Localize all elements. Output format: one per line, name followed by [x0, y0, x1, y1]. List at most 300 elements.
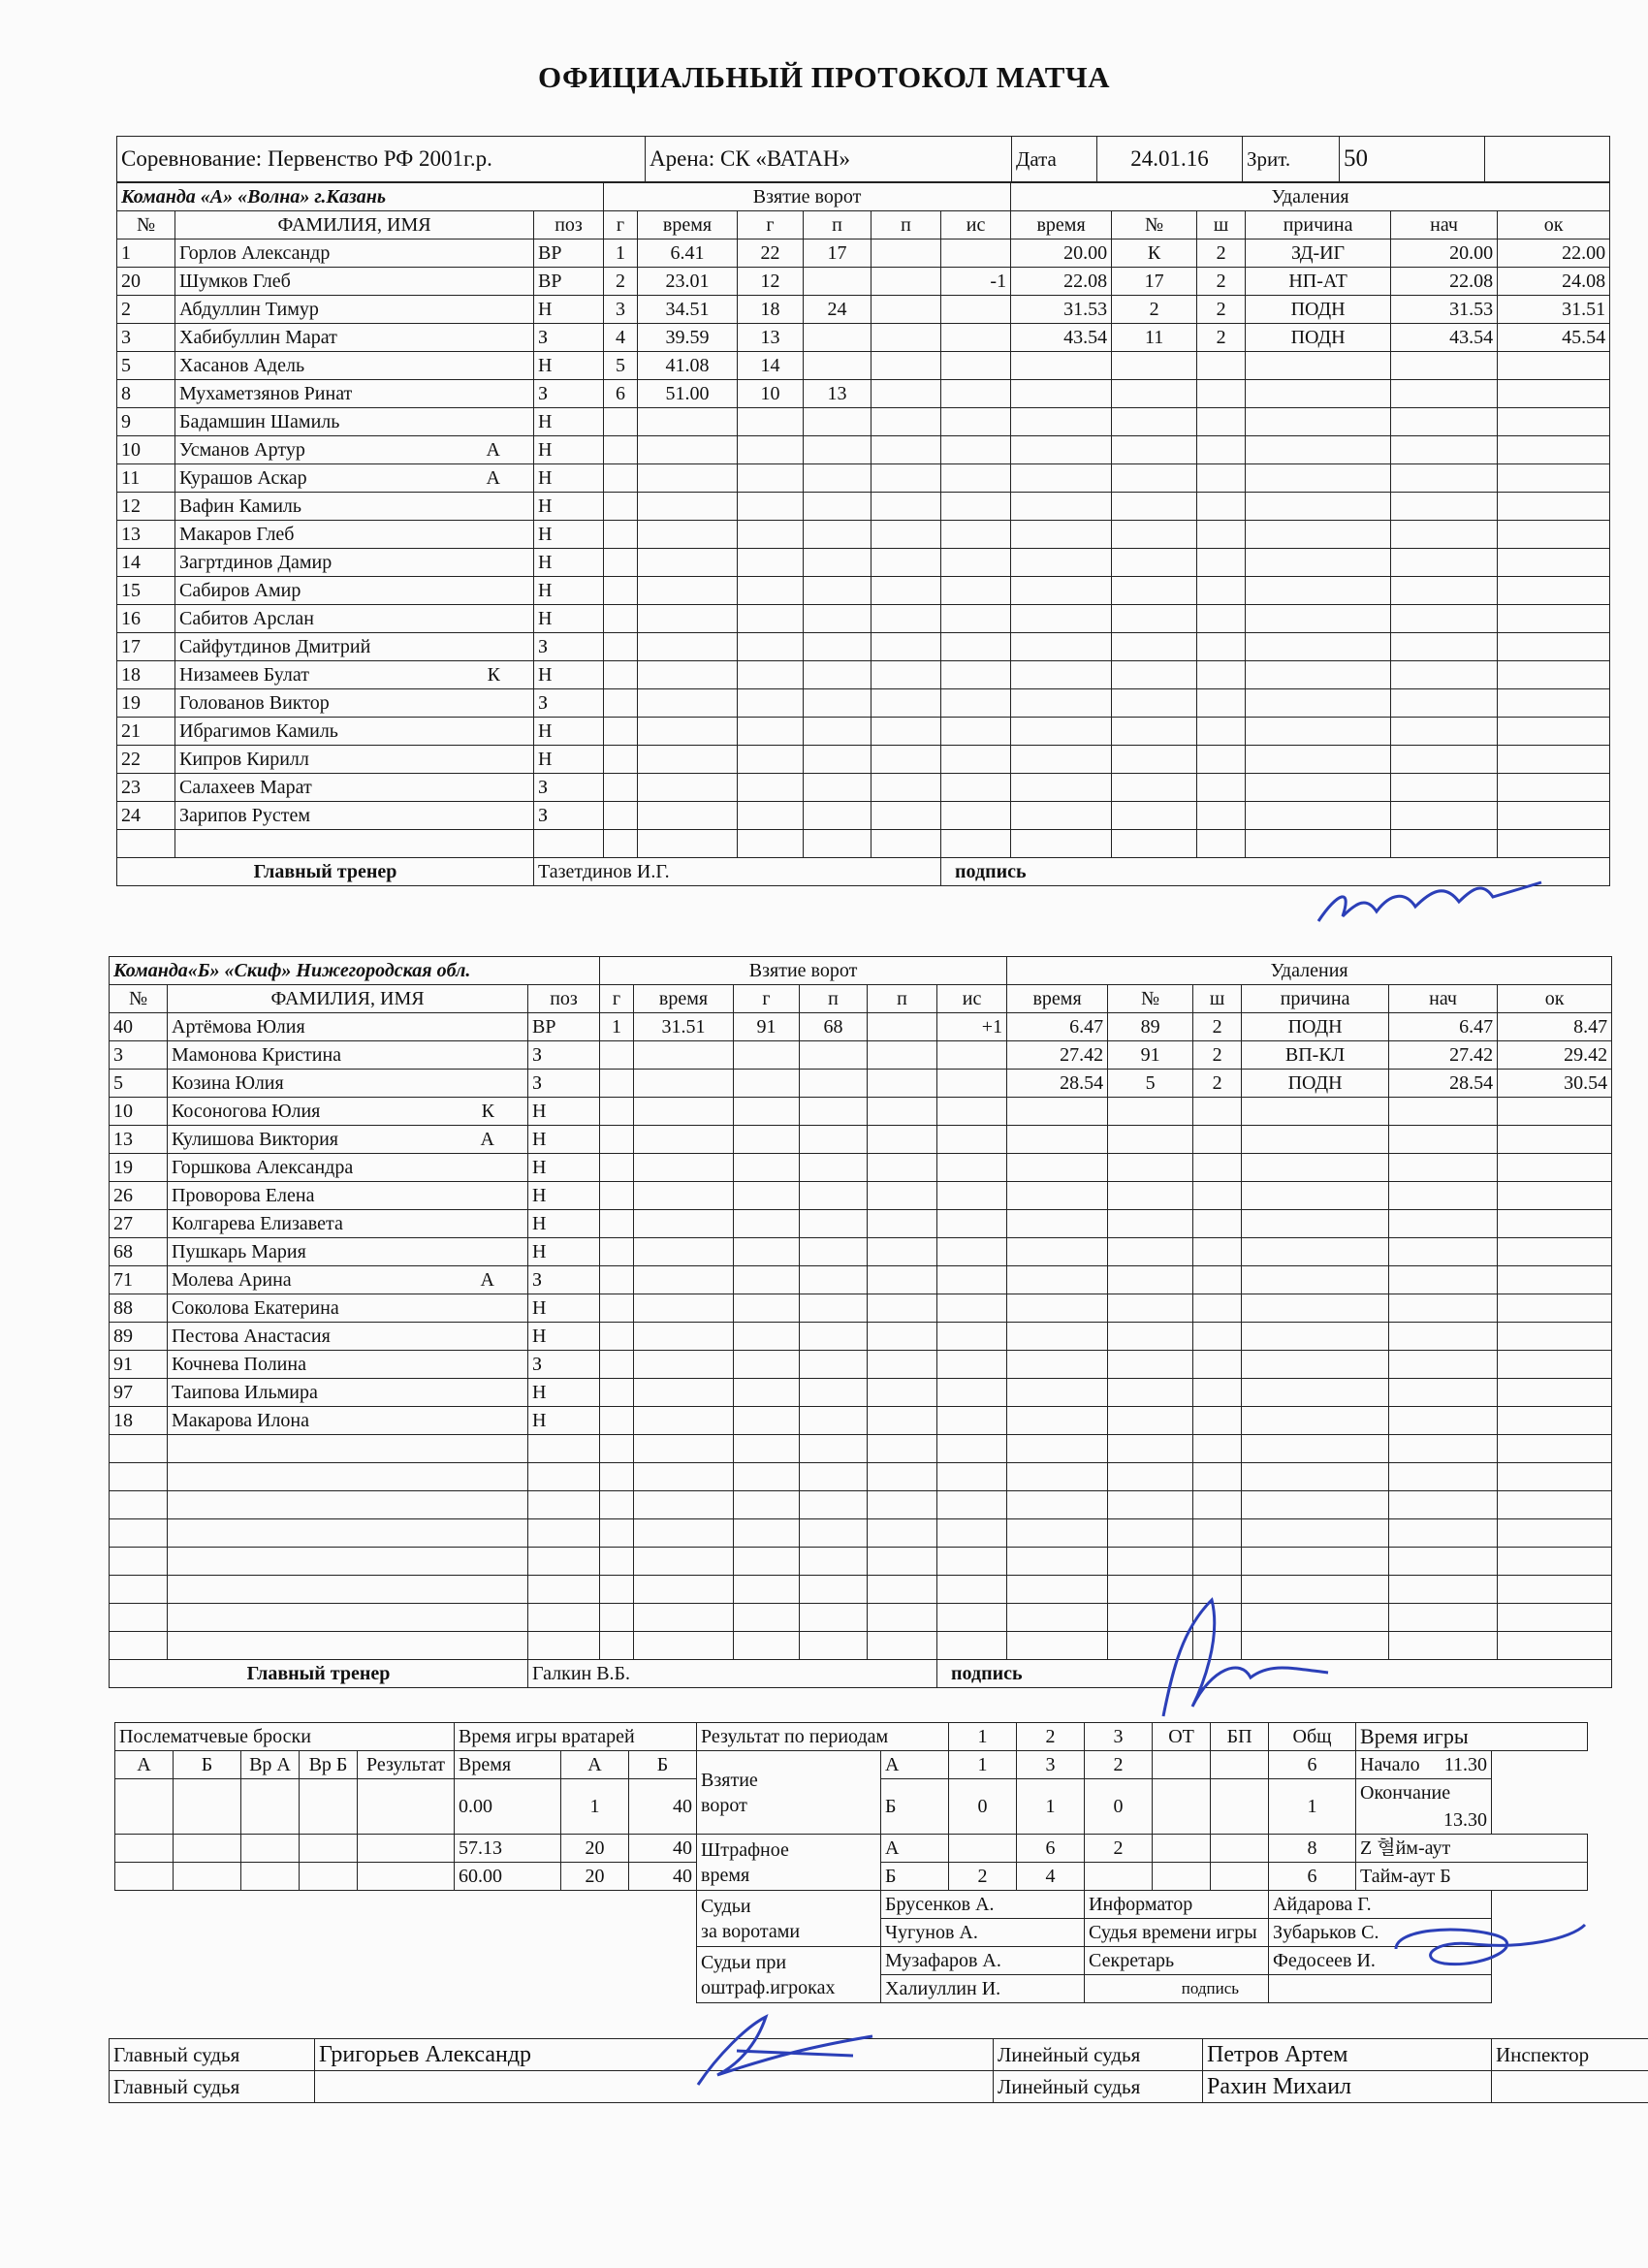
- team-a-pen-start: [1391, 577, 1498, 605]
- team-b-pen-end: 8.47: [1498, 1013, 1612, 1041]
- team-a-goal-scorer: 13: [738, 324, 804, 352]
- captain-mark: А: [480, 1129, 494, 1150]
- team-b-goal-scorer: [734, 1266, 800, 1294]
- shootout-title: Послематчевые броски: [115, 1723, 455, 1751]
- team-b-player-name: [168, 1013, 528, 1041]
- table-row: [110, 1182, 1612, 1210]
- goalie-row-3-time: 60.00: [455, 1863, 561, 1891]
- team-b-goal-scorer: [734, 1463, 800, 1491]
- table-row: [117, 661, 1610, 689]
- team-a-pen-number: 2: [1112, 296, 1197, 324]
- timekeeper-label: Судья времени игры: [1085, 1919, 1269, 1947]
- team-a-player-number: 14: [117, 549, 175, 577]
- spectators-label: Зрит.: [1243, 137, 1340, 182]
- table-row: [117, 493, 1610, 521]
- goalie-col-time: Время: [455, 1751, 561, 1779]
- team-a-pen-minutes: 2: [1197, 240, 1246, 268]
- team-b-player-number: 26: [110, 1182, 168, 1210]
- team-a-goal-no: [604, 577, 638, 605]
- team-a-player-number: 10: [117, 436, 175, 464]
- player-name-text: Сабитов Арслан: [179, 608, 314, 629]
- team-b-player-name: [168, 1604, 528, 1632]
- team-a-goal-assist-2: [872, 549, 941, 577]
- team-b-goal-scorer: [734, 1323, 800, 1351]
- team-b-goal-no: [600, 1294, 634, 1323]
- team-b-goal-situation: [937, 1294, 1007, 1323]
- team-b-pen-start: [1389, 1491, 1498, 1519]
- team-a-player-name: [175, 746, 534, 774]
- team-b-goal-time: [634, 1098, 734, 1126]
- team-b-goal-time: 31.51: [634, 1013, 734, 1041]
- team-a-player-number: 13: [117, 521, 175, 549]
- team-b-player-name: [168, 1294, 528, 1323]
- goals-b-ot: [1153, 1779, 1211, 1835]
- team-b-goal-no: 1: [600, 1013, 634, 1041]
- team-a-player-pos: З: [534, 324, 604, 352]
- team-b-pen-reason: [1242, 1463, 1389, 1491]
- team-b-goal-no: [600, 1126, 634, 1154]
- team-b-pen-minutes: [1193, 1182, 1242, 1210]
- period-bp-header: БП: [1211, 1723, 1269, 1751]
- team-b-goal-assist-1: [800, 1182, 868, 1210]
- team-b-goal-scorer: [734, 1182, 800, 1210]
- team-b-player-pos: З: [528, 1070, 600, 1098]
- team-a-goal-assist-1: [804, 661, 872, 689]
- team-b-pen-start: [1389, 1435, 1498, 1463]
- team-a-goal-no: [604, 774, 638, 802]
- team-b-goal-assist-2: [868, 1266, 937, 1294]
- team-b-player-number: 40: [110, 1013, 168, 1041]
- team-b-pen-end: [1498, 1266, 1612, 1294]
- team-b-player-number: 91: [110, 1351, 168, 1379]
- team-a-pen-number: [1112, 521, 1197, 549]
- table-row: [117, 774, 1610, 802]
- team-a-pen-time: [1011, 577, 1112, 605]
- team-b-player-pos: Н: [528, 1098, 600, 1126]
- pim-a-p3: 2: [1085, 1835, 1153, 1863]
- team-a-player-pos: Н: [534, 464, 604, 493]
- team-a-goal-scorer: [738, 577, 804, 605]
- team-a-goal-assist-2: [872, 352, 941, 380]
- team-b-player-name: [168, 1154, 528, 1182]
- col-pen-min: ш: [1197, 211, 1246, 240]
- team-a-pen-reason: [1246, 549, 1391, 577]
- team-b-pen-minutes: [1193, 1294, 1242, 1323]
- team-b-pen-number: [1108, 1294, 1193, 1323]
- team-a-player-name: [175, 324, 534, 352]
- team-a-penalties-header: Удаления: [1011, 183, 1610, 211]
- team-a-player-pos: Н: [534, 549, 604, 577]
- team-b-goal-no: [600, 1576, 634, 1604]
- team-a-pen-start: 20.00: [1391, 240, 1498, 268]
- team-a-pen-minutes: 2: [1197, 296, 1246, 324]
- team-a-goals-header: Взятие ворот: [604, 183, 1011, 211]
- team-a-pen-end: [1498, 633, 1610, 661]
- team-b-pen-end: [1498, 1604, 1612, 1632]
- team-b-player-number: 88: [110, 1294, 168, 1323]
- team-b-goal-scorer: [734, 1210, 800, 1238]
- table-row: [117, 746, 1610, 774]
- team-b-pen-reason: [1242, 1519, 1389, 1548]
- goals-b-p1: 0: [949, 1779, 1017, 1835]
- team-b-goal-assist-1: [800, 1379, 868, 1407]
- team-a-pen-number: 11: [1112, 324, 1197, 352]
- team-a-goal-assist-1: [804, 718, 872, 746]
- competition: Соревнование: Первенство РФ 2001г.р.: [117, 137, 646, 182]
- team-b-goal-assist-2: [868, 1210, 937, 1238]
- team-b-pen-end: [1498, 1154, 1612, 1182]
- team-a-pen-number: [1112, 436, 1197, 464]
- team-a-table: [116, 182, 1610, 886]
- team-a-goal-assist-1: [804, 830, 872, 858]
- team-b-goal-situation: [937, 1548, 1007, 1576]
- team-a-goal-assist-2: [872, 408, 941, 436]
- team-a-goal-assist-2: [872, 296, 941, 324]
- col-no: №: [117, 211, 175, 240]
- team-b-goal-situation: [937, 1491, 1007, 1519]
- team-a-player-name: [175, 633, 534, 661]
- team-a-pen-number: [1112, 774, 1197, 802]
- team-a-player-number: 20: [117, 268, 175, 296]
- team-b-goal-scorer: [734, 1632, 800, 1660]
- table-row: [117, 521, 1610, 549]
- team-b-goal-assist-2: [868, 1604, 937, 1632]
- col-pen-no: №: [1112, 211, 1197, 240]
- team-b-goal-situation: [937, 1632, 1007, 1660]
- pim-b-p1: 2: [949, 1863, 1017, 1891]
- team-b-goal-time: [634, 1576, 734, 1604]
- team-b-pen-start: 28.54: [1389, 1070, 1498, 1098]
- team-b-goal-situation: [937, 1154, 1007, 1182]
- goalie-time-title: Время игры вратарей: [455, 1723, 697, 1751]
- team-b-coach-label: Главный тренер: [110, 1660, 528, 1688]
- team-b-pen-start: 27.42: [1389, 1041, 1498, 1070]
- team-b-player-pos: [528, 1604, 600, 1632]
- team-a-goal-no: [604, 689, 638, 718]
- team-a-goal-time: 51.00: [638, 380, 738, 408]
- team-b-goal-situation: [937, 1519, 1007, 1548]
- team-a-goal-time: [638, 830, 738, 858]
- team-b-goal-time: [634, 1210, 734, 1238]
- team-a-goal-assist-1: [804, 464, 872, 493]
- table-row: [117, 577, 1610, 605]
- team-a-goal-assist-1: [804, 633, 872, 661]
- team-b-goal-assist-2: [868, 1323, 937, 1351]
- team-b-pen-minutes: [1193, 1519, 1242, 1548]
- team-b-pen-minutes: [1193, 1126, 1242, 1154]
- team-b-pen-reason: [1242, 1182, 1389, 1210]
- team-a-player-number: 9: [117, 408, 175, 436]
- team-b-goal-assist-2: [868, 1238, 937, 1266]
- team-a-player-pos: Н: [534, 352, 604, 380]
- pim-a-p1: [949, 1835, 1017, 1863]
- team-a-pen-minutes: [1197, 577, 1246, 605]
- team-a-pen-minutes: [1197, 830, 1246, 858]
- team-b-goal-assist-2: [868, 1576, 937, 1604]
- main-referee-2: [315, 2071, 625, 2103]
- shootout-col-gb: Вр Б: [300, 1751, 358, 1779]
- team-a-rows: [117, 240, 1610, 858]
- team-a-pen-end: [1498, 549, 1610, 577]
- team-b-player-number: [110, 1548, 168, 1576]
- date-label: Дата: [1012, 137, 1097, 182]
- team-b-goal-time: [634, 1463, 734, 1491]
- team-b-player-name: [168, 1323, 528, 1351]
- team-a-goal-no: [604, 436, 638, 464]
- table-row: [110, 1463, 1612, 1491]
- team-a-player-pos: Н: [534, 493, 604, 521]
- team-b-goal-no: [600, 1463, 634, 1491]
- main-referee-label-2: Главный судья: [110, 2071, 315, 2103]
- team-b-player-number: 27: [110, 1210, 168, 1238]
- team-b-pen-start: [1389, 1632, 1498, 1660]
- team-b-goal-assist-2: [868, 1154, 937, 1182]
- team-a-pen-number: [1112, 352, 1197, 380]
- team-a-pen-start: [1391, 352, 1498, 380]
- team-b-pen-number: [1108, 1632, 1193, 1660]
- pim-a-bp: [1211, 1835, 1269, 1863]
- goals-b-total: 1: [1269, 1779, 1356, 1835]
- team-a-goal-time: [638, 436, 738, 464]
- team-a-pen-end: [1498, 436, 1610, 464]
- team-a-player-pos: З: [534, 633, 604, 661]
- team-a-pen-reason: [1246, 746, 1391, 774]
- team-b-pen-start: [1389, 1266, 1498, 1294]
- team-a-pen-number: [1112, 577, 1197, 605]
- team-b-pen-time: [1007, 1154, 1108, 1182]
- team-b-goal-assist-2: [868, 1491, 937, 1519]
- team-a-goal-assist-2: [872, 268, 941, 296]
- player-name-text: Мамонова Кристина: [172, 1044, 342, 1066]
- team-b-player-pos: З: [528, 1041, 600, 1070]
- team-a-goal-assist-1: 13: [804, 380, 872, 408]
- player-name-text: Голованов Виктор: [179, 692, 330, 714]
- table-row: [117, 464, 1610, 493]
- player-name-text: Ибрагимов Камиль: [179, 720, 338, 742]
- goalie-row-3-b: 40: [629, 1863, 697, 1891]
- team-a-goal-time: 34.51: [638, 296, 738, 324]
- team-a-player-pos: ВР: [534, 268, 604, 296]
- col-assist-1: п: [804, 211, 872, 240]
- team-b-pen-reason: [1242, 1604, 1389, 1632]
- team-b-player-pos: Н: [528, 1294, 600, 1323]
- player-name-text: Горшкова Александра: [172, 1157, 354, 1178]
- team-b-goal-assist-2: [868, 1098, 937, 1126]
- team-b-goal-situation: [937, 1041, 1007, 1070]
- team-b-goal-assist-1: 68: [800, 1013, 868, 1041]
- team-b-pen-reason: [1242, 1294, 1389, 1323]
- pim-b-p2: 4: [1017, 1863, 1085, 1891]
- team-a-goal-assist-1: [804, 549, 872, 577]
- team-a-pen-time: [1011, 718, 1112, 746]
- team-a-pen-reason: [1246, 380, 1391, 408]
- team-a-goal-situation: [941, 605, 1011, 633]
- team-b-goal-assist-1: [800, 1323, 868, 1351]
- pim-a-p2: 6: [1017, 1835, 1085, 1863]
- protocol-title: ОФИЦИАЛЬНЫЙ ПРОТОКОЛ МАТЧА: [537, 60, 1111, 94]
- team-a-goal-situation: -1: [941, 268, 1011, 296]
- player-name-text: Мухаметзянов Ринат: [179, 383, 353, 404]
- team-b-pen-time: [1007, 1126, 1108, 1154]
- team-a-goal-assist-2: [872, 718, 941, 746]
- player-name-text: Горлов Александр: [179, 242, 331, 264]
- team-b-goal-situation: +1: [937, 1013, 1007, 1041]
- team-b-player-name: [168, 1070, 528, 1098]
- col-pen-time: время: [1011, 211, 1112, 240]
- team-a-pen-time: [1011, 774, 1112, 802]
- team-a-pen-start: [1391, 521, 1498, 549]
- team-b-goal-assist-2: [868, 1294, 937, 1323]
- team-b-player-pos: Н: [528, 1210, 600, 1238]
- team-b-player-number: [110, 1576, 168, 1604]
- arena: Арена: СК «ВАТАН»: [646, 137, 1012, 182]
- team-b-pen-number: [1108, 1491, 1193, 1519]
- goalie-row-2-a: 20: [561, 1835, 629, 1863]
- col-start: нач: [1389, 985, 1498, 1013]
- linesman-label-2: Линейный судья: [994, 2071, 1203, 2103]
- team-a-goal-situation: [941, 324, 1011, 352]
- team-a-goal-time: 39.59: [638, 324, 738, 352]
- col-assist-1: п: [800, 985, 868, 1013]
- team-b-pen-minutes: [1193, 1323, 1242, 1351]
- team-a-pen-reason: [1246, 352, 1391, 380]
- goalie-row-1-a: 1: [561, 1779, 629, 1835]
- team-b-pen-time: [1007, 1519, 1108, 1548]
- table-row: [110, 1154, 1612, 1182]
- team-a-pen-start: [1391, 408, 1498, 436]
- team-a-pen-time: [1011, 605, 1112, 633]
- team-b-goal-assist-2: [868, 1182, 937, 1210]
- team-a-pen-time: [1011, 689, 1112, 718]
- player-name-text: Вафин Камиль: [179, 495, 301, 517]
- team-a-goal-time: [638, 577, 738, 605]
- team-a-pen-reason: ПОДН: [1246, 296, 1391, 324]
- player-name-text: Сабиров Амир: [179, 580, 301, 601]
- team-b-goal-scorer: [734, 1379, 800, 1407]
- team-a-goal-scorer: 12: [738, 268, 804, 296]
- team-a-title: Команда «А» «Волна» г.Казань: [117, 183, 604, 211]
- period-2-header: 2: [1017, 1723, 1085, 1751]
- team-a-goal-assist-2: [872, 802, 941, 830]
- team-a-pen-start: [1391, 464, 1498, 493]
- team-b-pen-end: [1498, 1323, 1612, 1351]
- table-row: [110, 1491, 1612, 1519]
- team-a-player-number: [117, 830, 175, 858]
- team-a-goal-assist-2: [872, 661, 941, 689]
- team-a-goal-no: [604, 605, 638, 633]
- team-b-goal-no: [600, 1519, 634, 1548]
- team-a-pen-end: [1498, 802, 1610, 830]
- team-a-pen-minutes: [1197, 605, 1246, 633]
- table-row: [110, 1210, 1612, 1238]
- team-a-pen-start: [1391, 661, 1498, 689]
- player-name-text: Усманов Артур: [179, 439, 305, 461]
- team-a-goal-scorer: [738, 718, 804, 746]
- goals-a-total: 6: [1269, 1751, 1356, 1779]
- team-a-goal-situation: [941, 549, 1011, 577]
- team-a-player-pos: Н: [534, 521, 604, 549]
- team-b-goal-assist-2: [868, 1013, 937, 1041]
- team-a-player-number: 17: [117, 633, 175, 661]
- team-a-pen-minutes: [1197, 493, 1246, 521]
- team-a-player-name: [175, 464, 534, 493]
- team-b-player-pos: [528, 1632, 600, 1660]
- team-b-pen-number: [1108, 1463, 1193, 1491]
- team-a-goal-assist-1: [804, 521, 872, 549]
- team-b-pen-end: 30.54: [1498, 1070, 1612, 1098]
- team-b-pen-number: [1108, 1548, 1193, 1576]
- team-a-goal-situation: [941, 296, 1011, 324]
- team-b-goal-situation: [937, 1126, 1007, 1154]
- team-b-player-name: [168, 1041, 528, 1070]
- team-a-pen-minutes: [1197, 464, 1246, 493]
- team-b-pen-end: [1498, 1379, 1612, 1407]
- team-b-player-name: [168, 1463, 528, 1491]
- team-a-goal-assist-1: [804, 436, 872, 464]
- team-b-player-name: [168, 1435, 528, 1463]
- team-a-goal-assist-1: 24: [804, 296, 872, 324]
- team-b-goal-situation: [937, 1182, 1007, 1210]
- table-row: [117, 549, 1610, 577]
- team-a-pen-start: [1391, 689, 1498, 718]
- team-b-goal-assist-1: [800, 1548, 868, 1576]
- team-a-pen-minutes: [1197, 774, 1246, 802]
- team-b-pen-end: [1498, 1351, 1612, 1379]
- team-a-goal-assist-2: [872, 689, 941, 718]
- team-a-goal-situation: [941, 436, 1011, 464]
- team-a-goal-scorer: [738, 521, 804, 549]
- team-b-pen-reason: [1242, 1407, 1389, 1435]
- team-a-pen-number: [1112, 661, 1197, 689]
- team-a-pen-reason: [1246, 830, 1391, 858]
- team-a-pen-time: [1011, 380, 1112, 408]
- team-b-pen-time: 28.54: [1007, 1070, 1108, 1098]
- team-b-pen-number: 5: [1108, 1070, 1193, 1098]
- team-b-goal-scorer: [734, 1098, 800, 1126]
- goalie-row-2-time: 57.13: [455, 1835, 561, 1863]
- team-b-pen-minutes: [1193, 1098, 1242, 1126]
- shootout-col-ga: Вр А: [241, 1751, 300, 1779]
- team-b-goal-situation: [937, 1070, 1007, 1098]
- table-row: [110, 1604, 1612, 1632]
- team-a-pen-time: [1011, 436, 1112, 464]
- team-a-goal-assist-1: [804, 577, 872, 605]
- captain-mark: А: [486, 467, 500, 489]
- team-a-goal-no: 3: [604, 296, 638, 324]
- team-b-goal-assist-1: [800, 1407, 868, 1435]
- player-name-text: Загртдинов Дамир: [179, 552, 333, 573]
- goals-label: Взятие ворот: [697, 1751, 881, 1835]
- team-a-pen-time: 31.53: [1011, 296, 1112, 324]
- team-b-player-name: [168, 1098, 528, 1126]
- team-a-goal-assist-2: [872, 521, 941, 549]
- team-a-goal-situation: [941, 464, 1011, 493]
- player-name-text: Проворова Елена: [172, 1185, 315, 1206]
- team-b-goal-scorer: [734, 1041, 800, 1070]
- team-a-pen-end: [1498, 577, 1610, 605]
- shootout-col-a: А: [115, 1751, 174, 1779]
- pim-a-ot: [1153, 1835, 1211, 1863]
- team-b-goal-scorer: [734, 1238, 800, 1266]
- team-a-goal-scorer: 10: [738, 380, 804, 408]
- team-b-pen-minutes: [1193, 1632, 1242, 1660]
- team-a-player-name: [175, 830, 534, 858]
- team-b-pen-start: [1389, 1576, 1498, 1604]
- pim-b-p3: [1085, 1863, 1153, 1891]
- team-a-pen-start: [1391, 718, 1498, 746]
- col-end: ок: [1498, 985, 1612, 1013]
- periods-title: Результат по периодам: [697, 1723, 949, 1751]
